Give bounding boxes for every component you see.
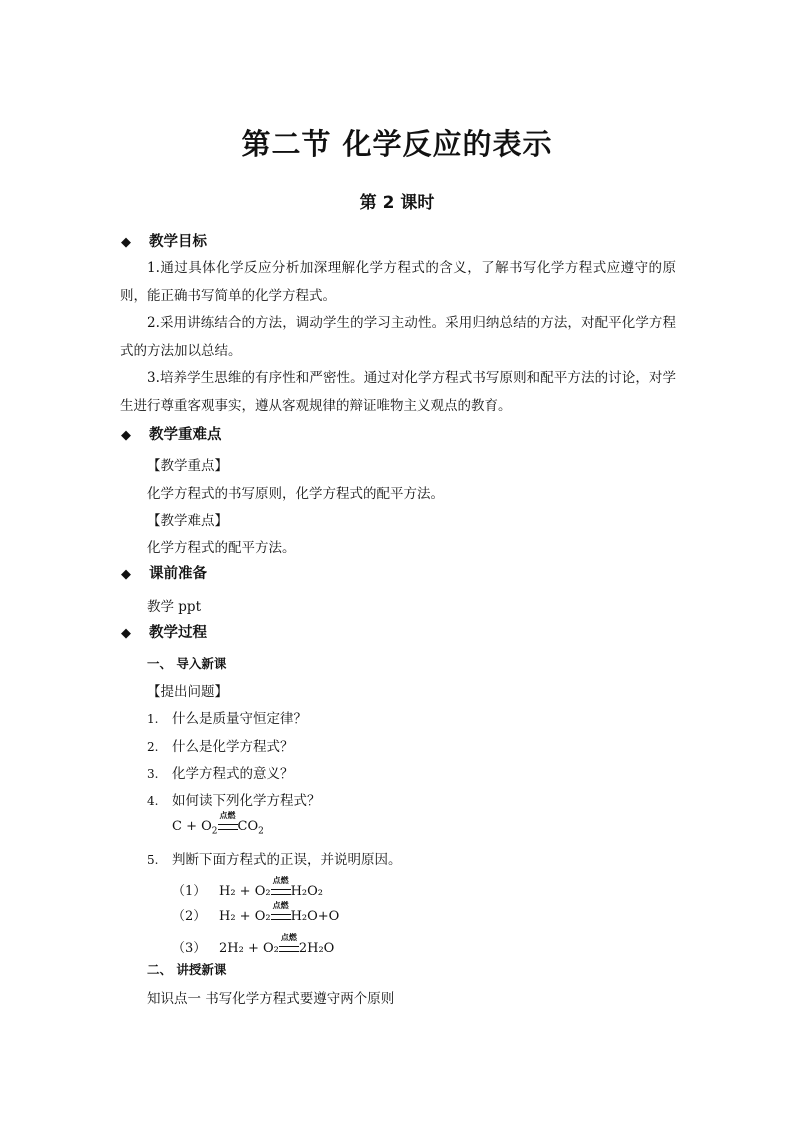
goal-paragraph: 1.通过具体化学反应分析加深理解化学方程式的含义，了解书写化学方程式应遵守的原则，能正确书写简单的化学方程式。	[120, 260, 676, 304]
equation: $C + O_2$ 点燃 $CO_2$	[172, 811, 264, 837]
list-item: 1. 什么是质量守恒定律？	[147, 711, 307, 727]
knowledge-point: 知识点一 书写化学方程式要遵守两个原则	[147, 991, 395, 1007]
goal-paragraph: 2.采用讲练结合的方法，调动学生的学习主动性。采用归纳总结的方法，对配平化学方程式的方法加以总结。	[120, 315, 676, 359]
diamond-bullet-icon: ◆	[121, 235, 131, 250]
section-prep	[121, 562, 207, 583]
section-key	[121, 423, 222, 444]
section-process	[121, 621, 207, 642]
section-heading: 教学过程	[149, 625, 207, 641]
list-item: 4. 如何读下列化学方程式？	[147, 793, 321, 809]
prep-text: 教学 ppt	[147, 599, 201, 615]
list-item: 5. 判断下面方程式的正误，并说明原因。	[147, 852, 402, 868]
reaction-condition: 点燃	[271, 884, 291, 899]
diamond-bullet-icon: ◆	[121, 626, 131, 641]
list-item: 3. 化学方程式的意义？	[147, 766, 294, 782]
page-title: 第二节 化学反应的表示	[241, 127, 553, 161]
question-label: 【提出问题】	[147, 684, 228, 700]
reaction-condition: 点燃	[279, 941, 299, 956]
part-heading: 一、 导入新课	[147, 656, 227, 671]
page-subtitle: 第 2 课时	[359, 193, 435, 213]
section-heading: 教学目标	[149, 234, 207, 250]
section-goals	[121, 230, 207, 251]
part-heading: 二、 讲授新课	[147, 962, 227, 977]
equation: （2） H₂ + O₂ 点燃 H₂O+O	[172, 901, 340, 924]
diamond-bullet-icon: ◆	[121, 567, 131, 582]
focus-text: 化学方程式的书写原则，化学方程式的配平方法。	[147, 486, 444, 502]
difficulty-text: 化学方程式的配平方法。	[147, 540, 296, 556]
section-heading: 课前准备	[149, 566, 207, 582]
equation: （1） H₂ + O₂ 点燃 H₂O₂	[172, 876, 323, 899]
list-item: 2. 什么是化学方程式？	[147, 739, 294, 755]
reaction-condition: 点燃	[218, 819, 238, 834]
goal-paragraph: 3.培养学生思维的有序性和严密性。通过对化学方程式书写原则和配平方法的讨论，对学生进行尊重客观事实，遵从客观规律的辩证唯物主义观点的教育。	[120, 370, 676, 414]
diamond-bullet-icon: ◆	[121, 428, 131, 443]
section-heading: 教学重难点	[149, 427, 222, 443]
difficulty-label: 【教学难点】	[147, 513, 228, 529]
focus-label: 【教学重点】	[147, 458, 228, 474]
equation: （3） 2H₂ + O₂ 点燃 2H₂O	[172, 933, 335, 956]
reaction-condition: 点燃	[271, 909, 291, 924]
